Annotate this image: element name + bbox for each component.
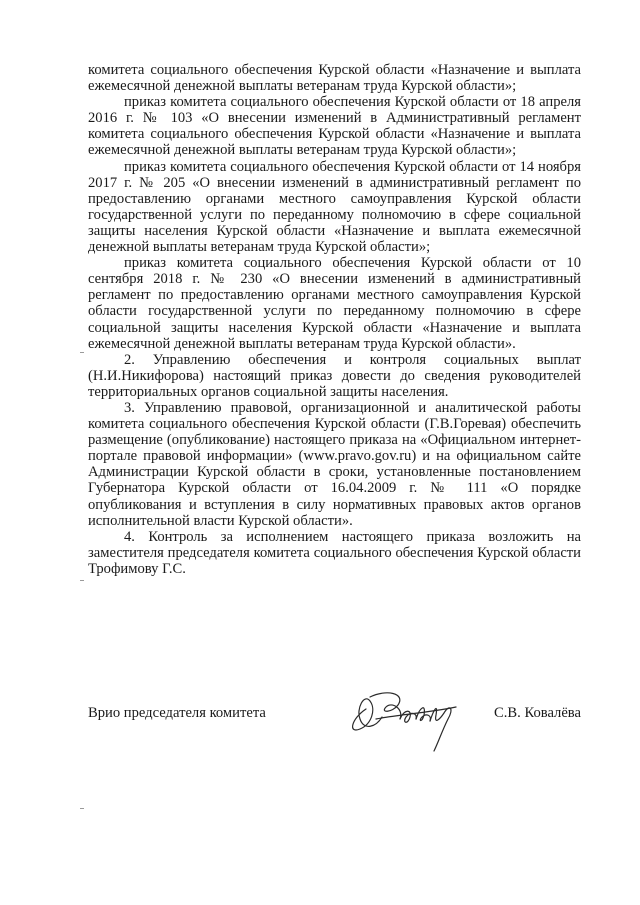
scan-margin-mark [80, 352, 84, 353]
paragraph-item-3: 3. Управлению правовой, организационной и аналитической работы комитета социального обеспечения Курской области (Г.В.Горевая) обеспечить размещение (опубликование) настоящего приказа на «Официальном интернет-портале правовой информации» (www.pravo.gov.ru) и на официальном сайте Администрации Курской области в сроки, установленные постановлением Губернатора Курской области от 16.04.2009 г. № 111 «О порядке опубликования и вступления в силу нормативных правовых актов органов исполнительной власти Курской области». [88, 399, 581, 529]
signature-block [88, 697, 581, 757]
paragraph-order-230: приказ комитета социального обеспечения Курской области от 10 сентября 2018 г. № 230 «О внесении изменений в административный регламент по предоставлению органами местного самоуправления Курской области государственной услуги по переданному полномочию в сфере социальной защиты населения Курской области «Назначение и выплата ежемесячной денежной выплаты ветеранам труда Курской области». [88, 255, 581, 352]
paragraph-item-2: 2. Управлению обеспечения и контроля социальных выплат (Н.И.Никифорова) настоящий приказ довести до сведения руководителей территориальных органов социальной защиты населения. [88, 351, 581, 400]
scan-margin-mark [80, 580, 84, 581]
paragraph-continuation: комитета социального обеспечения Курской области «Назначение и выплата ежемесячной денежной выплаты ветеранам труда Курской области»; [88, 62, 581, 95]
signer-name: С.В. Ковалёва [494, 705, 581, 721]
signer-title: Врио председателя комитета [88, 705, 266, 721]
paragraph-item-4: 4. Контроль за исполнением настоящего приказа возложить на заместителя председателя комитета социального обеспечения Курской области Трофимову Г.С. [88, 528, 581, 577]
paragraph-order-205: приказ комитета социального обеспечения Курской области от 14 ноября 2017 г. № 205 «О внесении изменений в административный регламент по предоставлению органами местного самоуправления Курской области государственной услуги по переданному полномочию в сфере социальной защиты населения Курской области «Назначение и выплата ежемесячной денежной выплаты ветеранам труда Курской области»; [88, 158, 581, 256]
document-body [88, 62, 581, 577]
handwritten-signature [346, 679, 476, 759]
paragraph-order-103: приказ комитета социального обеспечения Курской области от 18 апреля 2016 г. № 103 «О внесении изменений в Административный регламент комитета социального обеспечения Курской области «Назначение и выплата ежемесячной денежной выплаты ветеранам труда Курской области»; [88, 94, 581, 159]
scan-margin-mark [80, 808, 84, 809]
